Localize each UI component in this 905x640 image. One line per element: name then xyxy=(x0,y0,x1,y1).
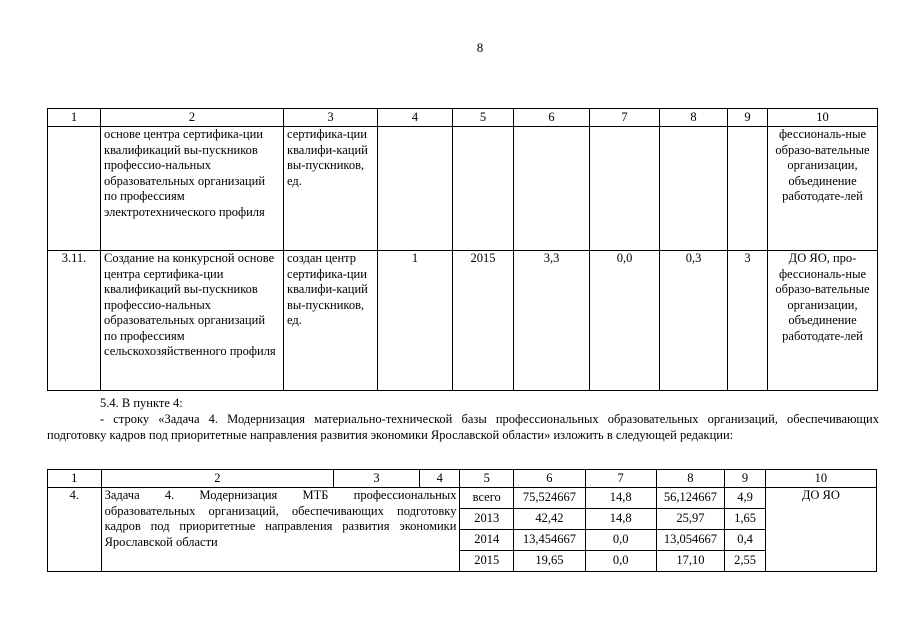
cell-value: 56,124667 xyxy=(656,488,725,509)
cell-value: 14,8 xyxy=(585,488,656,509)
cell-value xyxy=(728,127,768,251)
cell-value xyxy=(514,127,590,251)
cell-task-text: Задача 4. Модернизация МТБ профессиональных образовательных организаций, обеспечивающих подготовку кадров под приоритетные направления развития экономики Ярославской области xyxy=(101,488,460,572)
cell-value: 14,8 xyxy=(585,509,656,530)
table-task-4 xyxy=(47,469,877,572)
cell-value: 3,3 xyxy=(514,251,590,391)
cell-value: 17,10 xyxy=(656,551,725,572)
paragraph-item: 5.4. В пункте 4: xyxy=(100,396,183,410)
table-header-row xyxy=(48,470,877,488)
table-row xyxy=(48,488,877,509)
table-continuation xyxy=(47,108,878,391)
header-cell: 5 xyxy=(453,109,514,127)
cell-value: 0,0 xyxy=(590,251,660,391)
paragraph-instruction: - строку «Задача 4. Модернизация материально-технической базы профессиональных образовательных организаций, обеспечивающих подготовку кадров под приоритетные направления развития экономики Ярославской области» изложить в следующей редакции: xyxy=(47,412,879,442)
header-cell: 6 xyxy=(514,470,586,488)
header-cell: 4 xyxy=(420,470,460,488)
header-cell: 10 xyxy=(768,109,878,127)
cell-year xyxy=(453,127,514,251)
table-header-row xyxy=(48,109,878,127)
header-cell: 9 xyxy=(728,109,768,127)
header-cell: 8 xyxy=(660,109,728,127)
cell-year: всего xyxy=(460,488,514,509)
cell-value: 0,3 xyxy=(660,251,728,391)
cell-value: 4,9 xyxy=(725,488,765,509)
cell-executor: ДО ЯО xyxy=(765,488,876,572)
cell-executor: ДО ЯО, про-фессиональ-ные образо-вательные организации, объединение работодате-лей xyxy=(768,251,878,391)
cell-number: 3.11. xyxy=(48,251,101,391)
page-number: 8 xyxy=(476,40,484,55)
cell-value: 1,65 xyxy=(725,509,765,530)
cell-description: Создание на конкурсной основе центра сертифика-ции квалификаций вы-пускников профессио-нальных образовательных организаций по профессиям сельскохозяйственного профиля xyxy=(101,251,284,391)
cell-value xyxy=(378,127,453,251)
cell-value: 42,42 xyxy=(514,509,586,530)
header-cell: 3 xyxy=(284,109,378,127)
cell-value: 0,0 xyxy=(585,551,656,572)
header-cell: 2 xyxy=(101,470,334,488)
header-cell: 4 xyxy=(378,109,453,127)
header-cell: 1 xyxy=(48,109,101,127)
cell-value: 75,524667 xyxy=(514,488,586,509)
cell-indicator: создан центр сертифика-ции квалифи-каций вы-пускников, ед. xyxy=(284,251,378,391)
cell-description: основе центра сертифика-ции квалификаций вы-пускников профессио-нальных образовательных организаций по профессиям электротехнического профиля xyxy=(101,127,284,251)
header-cell: 7 xyxy=(590,109,660,127)
cell-year: 2015 xyxy=(453,251,514,391)
cell-value: 0,4 xyxy=(725,530,765,551)
cell-value: 13,454667 xyxy=(514,530,586,551)
cell-value: 0,0 xyxy=(585,530,656,551)
cell-number xyxy=(48,127,101,251)
header-cell: 2 xyxy=(101,109,284,127)
table-row xyxy=(48,127,878,251)
header-cell: 6 xyxy=(514,109,590,127)
cell-task-number: 4. xyxy=(48,488,102,572)
cell-year: 2015 xyxy=(460,551,514,572)
cell-indicator: сертифика-ции квалифи-каций вы-пускников, ед. xyxy=(284,127,378,251)
table-row xyxy=(48,251,878,391)
cell-value: 2,55 xyxy=(725,551,765,572)
header-cell: 9 xyxy=(725,470,765,488)
header-cell: 1 xyxy=(48,470,102,488)
header-cell: 10 xyxy=(765,470,876,488)
cell-value: 13,054667 xyxy=(656,530,725,551)
header-cell: 3 xyxy=(334,470,420,488)
header-cell: 8 xyxy=(656,470,725,488)
cell-executor: фессиональ-ные образо-вательные организации, объединение работодате-лей xyxy=(768,127,878,251)
cell-value xyxy=(590,127,660,251)
cell-value: 25,97 xyxy=(656,509,725,530)
cell-value: 3 xyxy=(728,251,768,391)
header-cell: 7 xyxy=(585,470,656,488)
cell-value: 1 xyxy=(378,251,453,391)
cell-year: 2013 xyxy=(460,509,514,530)
cell-year: 2014 xyxy=(460,530,514,551)
header-cell: 5 xyxy=(460,470,514,488)
cell-value: 19,65 xyxy=(514,551,586,572)
cell-value xyxy=(660,127,728,251)
